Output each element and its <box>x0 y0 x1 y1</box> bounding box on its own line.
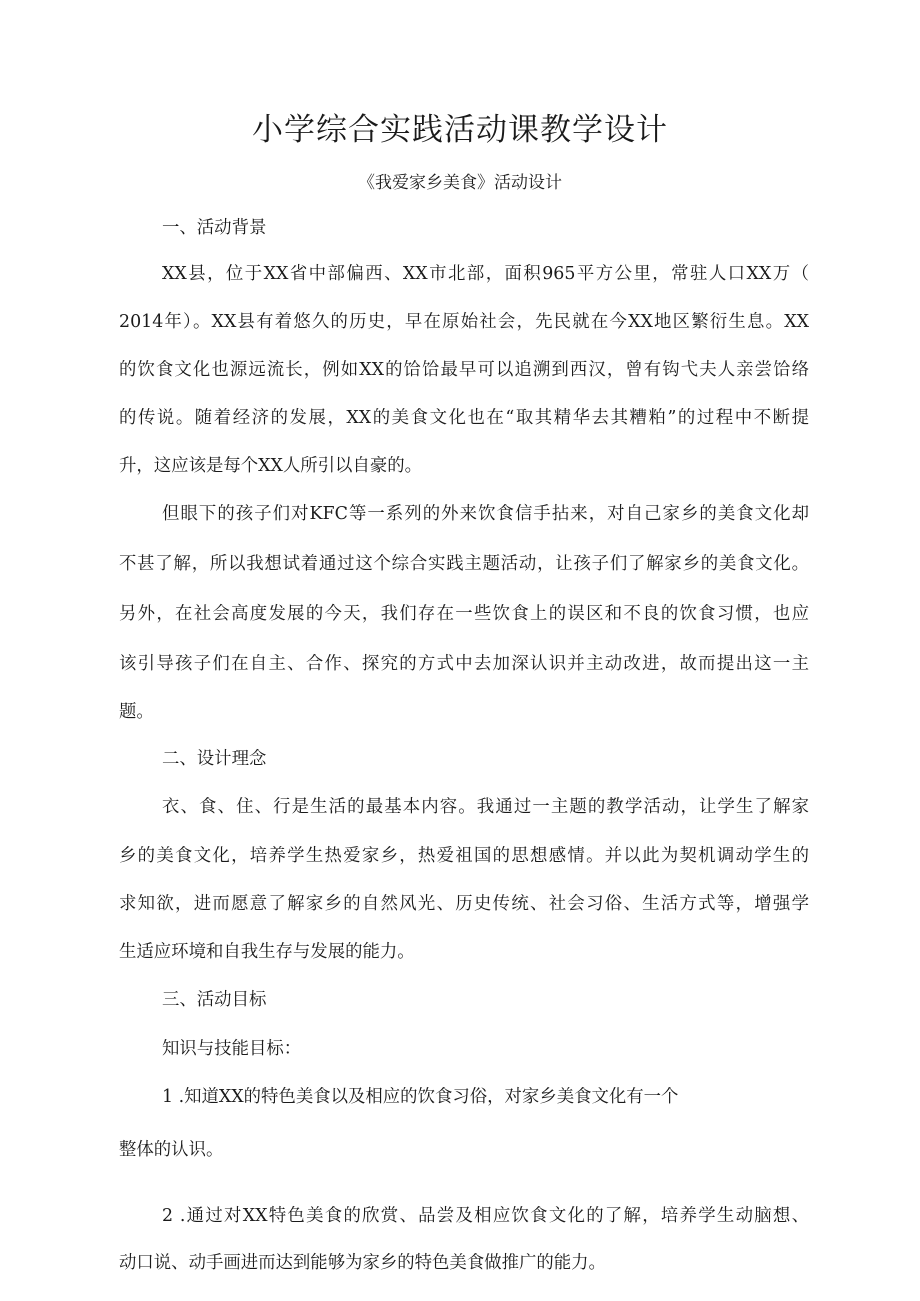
sub-heading-knowledge-skills: 知识与技能目标： <box>162 1039 302 1059</box>
section-heading-design-concept: 二、设计理念 <box>162 749 267 769</box>
section-heading-objectives: 三、活动目标 <box>162 990 267 1010</box>
paragraph-line: 升，这应该是每个XX人所引以自豪的。 <box>119 456 423 476</box>
paragraph-line: 衣、食、住、行是生活的最基本内容。我通过一主题的教学活动，让学生了解家 <box>162 797 809 817</box>
objective-item-1-continued: 整体的认识。 <box>119 1140 224 1160</box>
paragraph-line: 求知欲，进而愿意了解家乡的自然风光、历史传统、社会习俗、生活方式等，增强学 <box>119 894 809 914</box>
paragraph-line: XX县，位于XX省中部偏西、XX市北部，面积965平方公里，常驻人口XX万（ <box>162 264 809 284</box>
paragraph-line: 但眼下的孩子们对KFC等一系列的外来饮食信手拈来，对自己家乡的美食文化却 <box>162 504 809 524</box>
objective-item-2-continued: 动口说、动手画进而达到能够为家乡的特色美食做推广的能力。 <box>119 1253 606 1273</box>
objective-item-1: 1 .知道XX的特色美食以及相应的饮食习俗，对家乡美食文化有一个 <box>162 1087 679 1107</box>
paragraph-line: 题。 <box>119 702 154 722</box>
document-subtitle: 《我爱家乡美食》活动设计 <box>358 173 562 193</box>
section-heading-background: 一、活动背景 <box>162 218 267 238</box>
paragraph-line: 不甚了解，所以我想试着通过这个综合实践主题活动，让孩子们了解家乡的美食文化。 <box>119 554 809 574</box>
paragraph-line: 的饮食文化也源远流长，例如XX的饸饸最早可以追溯到西汉，曾有钩弋夫人亲尝饸络 <box>119 360 809 380</box>
document-title: 小学综合实践活动课教学设计 <box>252 112 668 148</box>
paragraph-line: 该引导孩子们在自主、合作、探究的方式中去加深认识并主动改进，故而提出这一主 <box>119 654 809 674</box>
paragraph-line: 乡的美食文化，培养学生热爱家乡，热爱祖国的思想感情。并以此为契机调动学生的 <box>119 846 809 866</box>
paragraph-line: 另外，在社会高度发展的今天，我们存在一些饮食上的误区和不良的饮食习惯，也应 <box>119 604 809 624</box>
objective-item-2: 2 .通过对XX特色美食的欣赏、品尝及相应饮食文化的了解，培养学生动脑想、 <box>162 1206 809 1226</box>
paragraph-line: 2014年）。XX县有着悠久的历史，早在原始社会，先民就在今XX地区繁衍生息。XX <box>119 312 809 332</box>
paragraph-line: 生适应环境和自我生存与发展的能力。 <box>119 942 415 962</box>
paragraph-line: 的传说。随着经济的发展，XX的美食文化也在“取其精华去其糟粕”的过程中不断提 <box>119 408 809 428</box>
